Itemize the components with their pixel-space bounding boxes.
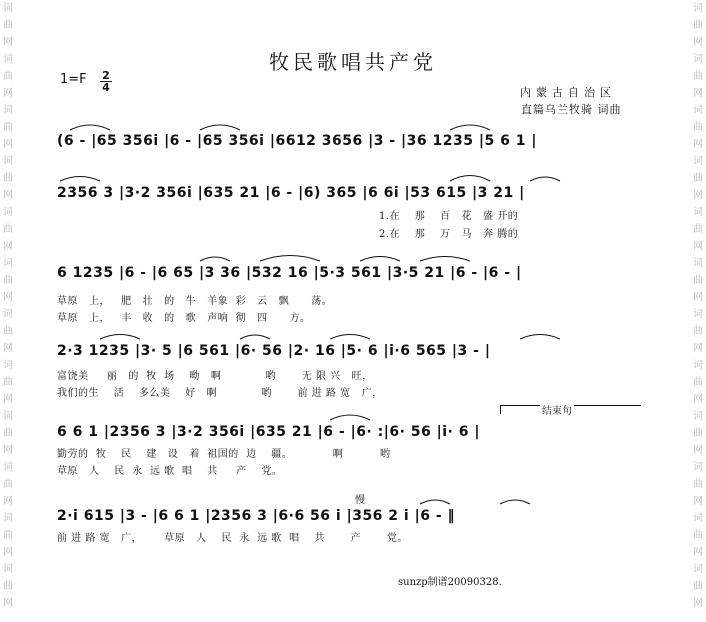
notation-line: 2·3 1235 |3· 5 |6 561 |6· 56 |2· 16 |5· 6 |i·6 565 |3 - | bbox=[57, 343, 491, 359]
lyric-line: 2.在 那 万 马 奔 腾的 bbox=[379, 229, 519, 240]
slur bbox=[60, 177, 100, 182]
slur bbox=[240, 335, 270, 339]
slur bbox=[200, 125, 240, 130]
notation-line: (6 - |65 356i |6 - |65 356i |6612 3656 |3 - |36 1235 |5 6 1 | bbox=[57, 133, 537, 149]
lyric-line: 草原 上， 丰 收 的 歌 声响 彻 四 方。 bbox=[57, 313, 311, 324]
ending-label: 结束句 bbox=[540, 402, 574, 417]
slur bbox=[500, 500, 530, 504]
notation-line: 6 1235 |6 - |6 65 |3 36 |532 16 |5·3 561 |3·5 21 |6 - |6 - | bbox=[57, 265, 522, 281]
transcriber-credit: sunzp制谱20090328. bbox=[398, 577, 502, 588]
slur bbox=[330, 415, 370, 420]
tempo-mark: 慢 bbox=[355, 495, 365, 506]
time-signature-bottom: 4 bbox=[102, 81, 110, 94]
notation-line: 2356 3 |3·2 356i |635 21 |6 - |6) 365 |6 6i |53 615 |3 21 | bbox=[57, 185, 525, 201]
lyric-line: 1.在 那 百 花 盛 开的 bbox=[379, 211, 519, 222]
slur bbox=[520, 335, 560, 340]
lyric-line: 草原 人 民 永 远 歌 唱 共 产 党。 bbox=[57, 466, 283, 477]
slur bbox=[450, 176, 490, 182]
lyric-line: 前 进 路 宽 广， 草原 人 民 永 远 歌 唱 共 产 党。 bbox=[57, 533, 408, 544]
slur bbox=[420, 500, 450, 504]
slur bbox=[530, 177, 560, 181]
song-title: 牧民歌唱共产党 bbox=[269, 50, 437, 74]
lyric-line: 我们的生 活 多么美 好 啊 哟 前 进 路 宽 广， bbox=[57, 388, 383, 399]
lyric-line: 富饶美 丽 的 牧 场 呦 啊 哟 无 限 兴 旺， bbox=[57, 371, 373, 382]
slur bbox=[330, 335, 370, 340]
lyric-line: 草原 上， 肥 壮 的 牛 羊象 彩 云 飘 荡。 bbox=[57, 296, 333, 307]
key-signature: 1=F bbox=[60, 72, 87, 87]
slur bbox=[70, 125, 110, 130]
slur bbox=[260, 256, 320, 262]
slur bbox=[360, 257, 400, 262]
time-signature-top: 2 bbox=[102, 69, 110, 82]
slur bbox=[100, 335, 140, 340]
slur bbox=[450, 125, 490, 130]
notation-line: 2·i 615 |3 - |6 6 1 |2356 3 |6·6 56 i |356 2 i |6 - ‖ bbox=[57, 508, 455, 524]
lyric-line: 勤劳的 牧 民 建 设 着 祖国的 边 疆。 啊 哟 bbox=[57, 449, 391, 460]
notation-line: 6 6 1 |2356 3 |3·2 356i |635 21 |6 - |6· :|6· 56 |i· 6 | bbox=[57, 424, 480, 440]
slur bbox=[200, 257, 230, 261]
watermark-right: 词曲网词曲网词曲网词曲网词曲网词曲网词曲网词曲网词曲网词曲网词曲网词曲网 bbox=[693, 3, 703, 609]
song-authors: 直篇乌兰牧骑 词曲 bbox=[521, 103, 622, 116]
song-origin: 内蒙古自治区 bbox=[520, 86, 616, 99]
slur bbox=[420, 257, 470, 262]
watermark-left: 词曲网词曲网词曲网词曲网词曲网词曲网词曲网词曲网词曲网词曲网词曲网词曲网 bbox=[3, 3, 13, 609]
